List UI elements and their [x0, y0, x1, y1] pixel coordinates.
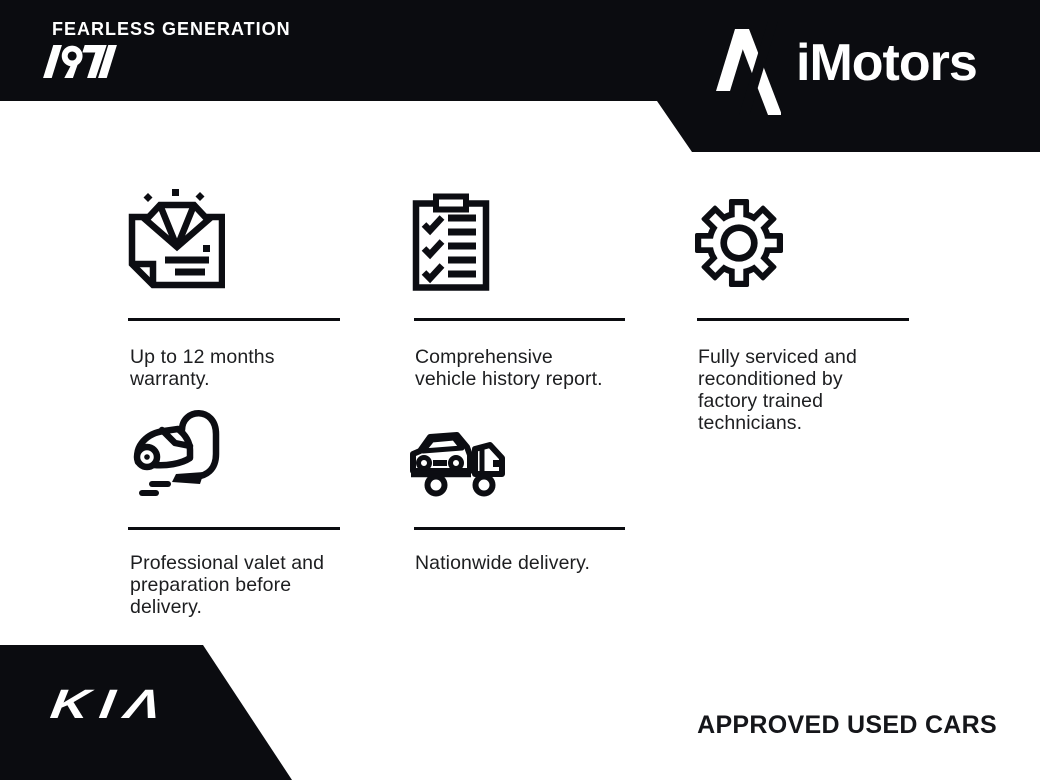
- divider: [414, 318, 625, 321]
- divider: [128, 527, 340, 530]
- feature-label-warranty: Up to 12 months warranty.: [130, 346, 275, 390]
- checklist-clipboard-icon: [412, 193, 490, 292]
- feature-label-history: Comprehensive vehicle history report.: [415, 346, 603, 390]
- imotors-a-mark-icon: [705, 21, 781, 115]
- header-tagline: FEARLESS GENERATION: [52, 19, 291, 39]
- brand-name: iMotors: [796, 34, 977, 92]
- warranty-certificate-icon: [127, 189, 225, 289]
- vacuum-valet-icon: [126, 400, 222, 500]
- kia-logo: KIΛ: [47, 681, 175, 727]
- year-1971-logo: [38, 45, 122, 78]
- divider: [697, 318, 909, 321]
- car-transporter-icon: [409, 427, 505, 499]
- feature-label-serviced: Fully serviced and reconditioned by factory trained technicians.: [698, 346, 857, 434]
- gear-icon: [695, 199, 783, 287]
- feature-label-delivery: Nationwide delivery.: [415, 552, 591, 574]
- divider: [414, 527, 625, 530]
- divider: [128, 318, 340, 321]
- approved-used-cars-label: APPROVED USED CARS: [697, 711, 997, 739]
- feature-label-valet: Professional valet and preparation before delivery.: [130, 552, 325, 618]
- year-1971-logo-icon: [38, 45, 122, 78]
